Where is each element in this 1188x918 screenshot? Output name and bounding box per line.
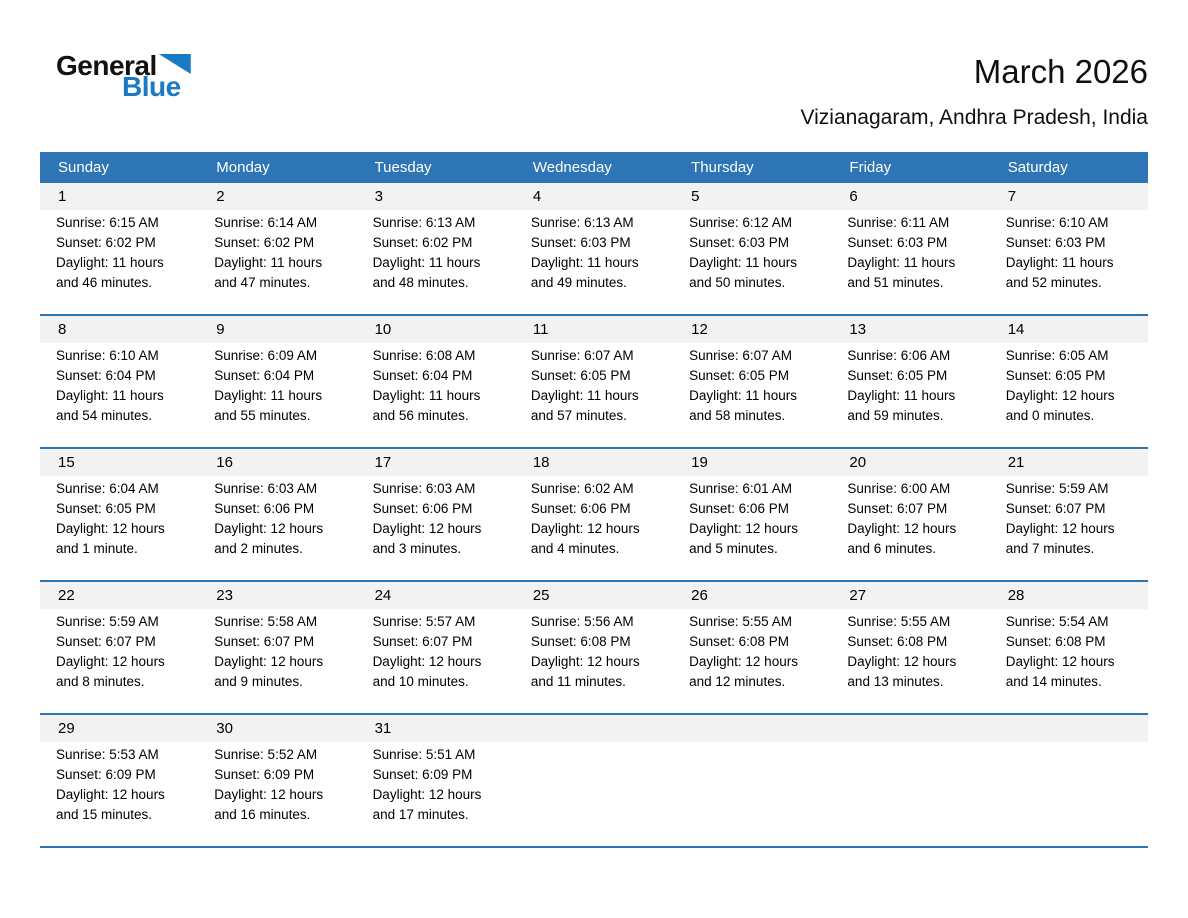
day-detail-line: Sunrise: 6:14 AM [214,215,318,230]
day-cell [357,478,515,574]
empty-day-cell [673,744,831,840]
day-detail-line: Daylight: 11 hours [372,388,481,403]
day-number: 2 [216,188,225,205]
day-detail-line: Daylight: 12 hours [530,521,640,536]
day-detail-line: Sunrise: 5:56 AM [530,614,634,629]
day-cell [831,345,989,441]
week-body [40,210,1148,314]
day-detail-line: and 1 minute. [56,541,138,556]
day-detail-line: Daylight: 12 hours [372,787,482,802]
week-row [40,183,1148,314]
weekday-label-saturday: Saturday [1007,159,1068,176]
day-cell [198,611,356,707]
day-number: 14 [1007,321,1025,338]
day-number-band [40,316,1148,343]
day-cell [990,478,1148,574]
week-body [40,609,1148,713]
day-detail-line: Sunrise: 6:03 AM [214,481,318,496]
day-number: 1 [58,188,67,205]
day-cell [831,611,989,707]
day-detail-line: Daylight: 12 hours [372,521,482,536]
day-number: 7 [1007,188,1017,205]
day-detail-line: Sunset: 6:04 PM [372,368,473,383]
day-detail-line: Sunrise: 5:55 AM [847,614,951,629]
day-detail-line: Sunrise: 6:15 AM [56,215,159,230]
day-detail-line: Sunset: 6:05 PM [56,501,156,516]
day-detail-line: Sunset: 6:07 PM [847,501,948,516]
day-number: 4 [532,188,542,205]
day-cell [198,478,356,574]
day-number: 25 [532,587,550,604]
day-detail-line: Sunrise: 6:07 AM [530,348,634,363]
day-detail-line: and 0 minutes. [1005,408,1095,423]
day-cell [198,744,356,840]
day-detail-line: Daylight: 11 hours [689,388,797,403]
day-detail-line: Sunrise: 5:57 AM [372,614,476,629]
day-detail-line: and 8 minutes. [56,674,145,689]
day-cell [40,611,198,707]
calendar-table [40,152,1148,848]
day-detail-line: and 56 minutes. [372,408,469,423]
weekday-label-wednesday: Wednesday [532,159,612,176]
day-detail-line: Daylight: 12 hours [214,787,324,802]
day-detail-line: Sunset: 6:03 PM [530,235,631,250]
day-number: 20 [849,454,867,471]
day-detail-line: Sunrise: 6:00 AM [847,481,951,496]
day-detail-line: Sunset: 6:07 PM [214,634,315,649]
day-number: 26 [691,587,708,604]
day-cell [515,345,673,441]
day-detail-line: and 17 minutes. [372,807,469,822]
day-cell [515,478,673,574]
day-cell [357,345,515,441]
week-row [40,447,1148,580]
day-detail-line: and 3 minutes. [372,541,462,556]
day-detail-line: Sunrise: 5:59 AM [56,614,159,629]
day-number: 17 [374,454,392,471]
day-detail-line: Sunset: 6:05 PM [1005,368,1106,383]
week-row [40,713,1148,846]
day-detail-line: and 4 minutes. [530,541,620,556]
day-detail-line: Sunrise: 5:53 AM [56,747,159,762]
day-detail-line: Daylight: 11 hours [689,255,797,270]
day-cell [673,478,831,574]
day-detail-line: Sunset: 6:09 PM [214,767,315,782]
day-number: 30 [216,720,233,737]
day-detail-line: Sunset: 6:04 PM [56,368,156,383]
day-detail-line: Daylight: 12 hours [214,521,324,536]
day-number: 3 [374,188,383,205]
empty-day-cell [515,744,673,840]
day-detail-line: and 2 minutes. [214,541,303,556]
day-detail-line: Sunset: 6:07 PM [1005,501,1106,516]
day-detail-line: Daylight: 12 hours [56,521,165,536]
day-cell [40,478,198,574]
day-detail-line: Sunset: 6:05 PM [847,368,948,383]
day-detail-line: and 48 minutes. [372,275,469,290]
week-body [40,343,1148,447]
day-detail-line: Sunrise: 5:55 AM [689,614,792,629]
day-number: 18 [532,454,550,471]
day-detail-line: Sunset: 6:06 PM [689,501,789,516]
day-detail-line: Sunset: 6:08 PM [530,634,631,649]
day-detail-line: and 49 minutes. [530,275,627,290]
day-detail-line: Sunset: 6:08 PM [1005,634,1106,649]
day-detail-line: and 13 minutes. [847,674,944,689]
empty-day-cell [831,744,989,840]
day-cell [673,345,831,441]
day-detail-line: Sunset: 6:05 PM [689,368,789,383]
title-block [800,42,1148,130]
day-detail-line: Sunset: 6:09 PM [372,767,473,782]
day-detail-line: and 15 minutes. [56,807,153,822]
logo-text-general: General [56,50,157,81]
day-detail-line: Sunset: 6:06 PM [214,501,315,516]
day-detail-line: Sunset: 6:08 PM [847,634,948,649]
day-number: 9 [216,321,225,338]
day-number: 11 [532,321,549,338]
day-detail-line: Sunrise: 6:13 AM [530,215,634,230]
day-number: 10 [374,321,392,338]
day-number-band [40,715,1148,742]
day-detail-line: and 55 minutes. [214,408,311,423]
general-blue-logo [40,42,230,101]
day-detail-line: Daylight: 12 hours [1005,388,1115,403]
day-detail-line: Daylight: 11 hours [1005,255,1114,270]
day-cell [515,212,673,308]
day-detail-line: Daylight: 12 hours [214,654,324,669]
day-detail-line: Sunset: 6:04 PM [214,368,315,383]
day-cell [673,212,831,308]
day-cell [40,744,198,840]
day-detail-line: and 51 minutes. [847,275,944,290]
day-detail-line: Sunrise: 6:04 AM [56,481,159,496]
day-detail-line: Sunset: 6:08 PM [689,634,789,649]
day-cell [831,212,989,308]
day-detail-line: Sunset: 6:09 PM [56,767,156,782]
day-detail-line: Daylight: 11 hours [847,255,956,270]
day-detail-line: and 57 minutes. [530,408,627,423]
day-cell [990,345,1148,441]
page-subtitle: Vizianagaram, Andhra Pradesh, India [800,106,1148,129]
day-number-band [40,183,1148,210]
day-detail-line: Daylight: 12 hours [689,521,798,536]
day-detail-line: Daylight: 12 hours [847,521,957,536]
day-number: 23 [216,587,233,604]
day-detail-line: Sunrise: 6:02 AM [530,481,634,496]
day-number: 22 [58,587,75,604]
day-detail-line: Sunrise: 6:09 AM [214,348,318,363]
day-detail-line: Daylight: 11 hours [56,255,164,270]
day-number: 5 [691,188,700,205]
day-detail-line: Sunset: 6:02 PM [372,235,473,250]
day-number: 15 [58,454,75,471]
day-cell [831,478,989,574]
day-detail-line: Sunset: 6:06 PM [530,501,631,516]
day-cell [990,611,1148,707]
day-number-band [40,449,1148,476]
day-cell [40,212,198,308]
weekday-label-tuesday: Tuesday [374,159,432,176]
day-number: 13 [849,321,867,338]
day-number: 29 [58,720,75,737]
day-detail-line: Sunset: 6:03 PM [1005,235,1106,250]
day-detail-line: Daylight: 12 hours [56,787,165,802]
day-detail-line: Sunrise: 6:10 AM [1005,215,1109,230]
day-detail-line: Daylight: 11 hours [214,388,323,403]
day-detail-line: and 47 minutes. [214,275,311,290]
day-detail-line: Sunset: 6:02 PM [214,235,315,250]
calendar-weeks [40,183,1148,846]
day-cell [673,611,831,707]
day-number: 8 [58,321,67,338]
day-detail-line: and 14 minutes. [1005,674,1102,689]
day-detail-line: and 5 minutes. [689,541,778,556]
day-detail-line: Daylight: 12 hours [1005,654,1115,669]
day-detail-line: and 59 minutes. [847,408,944,423]
page-title: March 2026 [973,53,1148,90]
day-detail-line: Daylight: 12 hours [847,654,957,669]
day-number: 16 [216,454,233,471]
day-detail-line: and 7 minutes. [1005,541,1095,556]
day-detail-line: Sunrise: 5:59 AM [1005,481,1109,496]
day-detail-line: Sunset: 6:03 PM [689,235,789,250]
day-detail-line: and 11 minutes. [530,674,626,689]
page-header [40,42,1148,130]
day-cell [515,611,673,707]
day-number: 6 [849,188,858,205]
day-detail-line: Sunrise: 5:54 AM [1005,614,1109,629]
day-detail-line: Daylight: 12 hours [1005,521,1115,536]
week-body [40,742,1148,846]
day-cell [990,212,1148,308]
day-detail-line: Sunrise: 6:12 AM [689,215,792,230]
weekday-label-thursday: Thursday [691,159,754,176]
day-detail-line: Sunset: 6:05 PM [530,368,631,383]
day-number: 27 [849,587,867,604]
day-detail-line: Daylight: 11 hours [372,255,481,270]
weekday-label-friday: Friday [849,159,892,176]
day-detail-line: and 52 minutes. [1005,275,1102,290]
day-detail-line: Sunset: 6:07 PM [372,634,473,649]
day-detail-line: and 50 minutes. [689,275,786,290]
day-number: 12 [691,321,708,338]
day-detail-line: Sunset: 6:03 PM [847,235,948,250]
day-detail-line: Sunrise: 6:05 AM [1005,348,1109,363]
empty-day-cell [990,744,1148,840]
day-number: 31 [374,720,392,737]
day-cell [357,744,515,840]
day-detail-line: and 54 minutes. [56,408,153,423]
day-detail-line: Sunrise: 6:10 AM [56,348,159,363]
day-detail-line: Daylight: 12 hours [530,654,640,669]
day-detail-line: Daylight: 11 hours [56,388,164,403]
day-detail-line: and 10 minutes. [372,674,469,689]
day-cell [198,345,356,441]
day-detail-line: Sunrise: 6:06 AM [847,348,951,363]
day-number: 19 [691,454,708,471]
day-detail-line: Sunrise: 5:58 AM [214,614,318,629]
day-number: 24 [374,587,392,604]
weekday-header-row [40,152,1148,183]
day-detail-line: Sunrise: 6:13 AM [372,215,476,230]
day-detail-line: and 46 minutes. [56,275,153,290]
day-detail-line: and 12 minutes. [689,674,786,689]
day-detail-line: and 16 minutes. [214,807,311,822]
day-detail-line: Daylight: 11 hours [530,388,639,403]
day-detail-line: Sunrise: 6:11 AM [847,215,950,230]
day-detail-line: Sunrise: 5:51 AM [372,747,476,762]
day-cell [357,611,515,707]
day-cell [198,212,356,308]
day-detail-line: Daylight: 11 hours [214,255,323,270]
day-detail-line: and 58 minutes. [689,408,786,423]
day-detail-line: Sunset: 6:06 PM [372,501,473,516]
day-detail-line: Sunset: 6:07 PM [56,634,156,649]
weekday-label-monday: Monday [216,159,270,176]
day-detail-line: Daylight: 12 hours [689,654,798,669]
day-detail-line: Sunrise: 6:08 AM [372,348,476,363]
day-detail-line: Sunrise: 6:03 AM [372,481,476,496]
day-detail-line: Daylight: 12 hours [56,654,165,669]
day-detail-line: Daylight: 11 hours [530,255,639,270]
logo-text-blue: Blue [122,71,181,102]
day-detail-line: and 6 minutes. [847,541,936,556]
day-detail-line: Sunrise: 5:52 AM [214,747,318,762]
day-detail-line: Sunset: 6:02 PM [56,235,156,250]
day-detail-line: Sunrise: 6:01 AM [689,481,792,496]
day-detail-line: Sunrise: 6:07 AM [689,348,792,363]
day-number-band [40,582,1148,609]
day-number: 28 [1007,587,1025,604]
week-body [40,476,1148,580]
week-row [40,314,1148,447]
day-number: 21 [1007,454,1025,471]
week-row [40,580,1148,713]
day-cell [40,345,198,441]
day-detail-line: Daylight: 11 hours [847,388,956,403]
day-detail-line: and 9 minutes. [214,674,303,689]
weekday-label-sunday: Sunday [58,159,109,176]
day-cell [357,212,515,308]
day-detail-line: Daylight: 12 hours [372,654,482,669]
